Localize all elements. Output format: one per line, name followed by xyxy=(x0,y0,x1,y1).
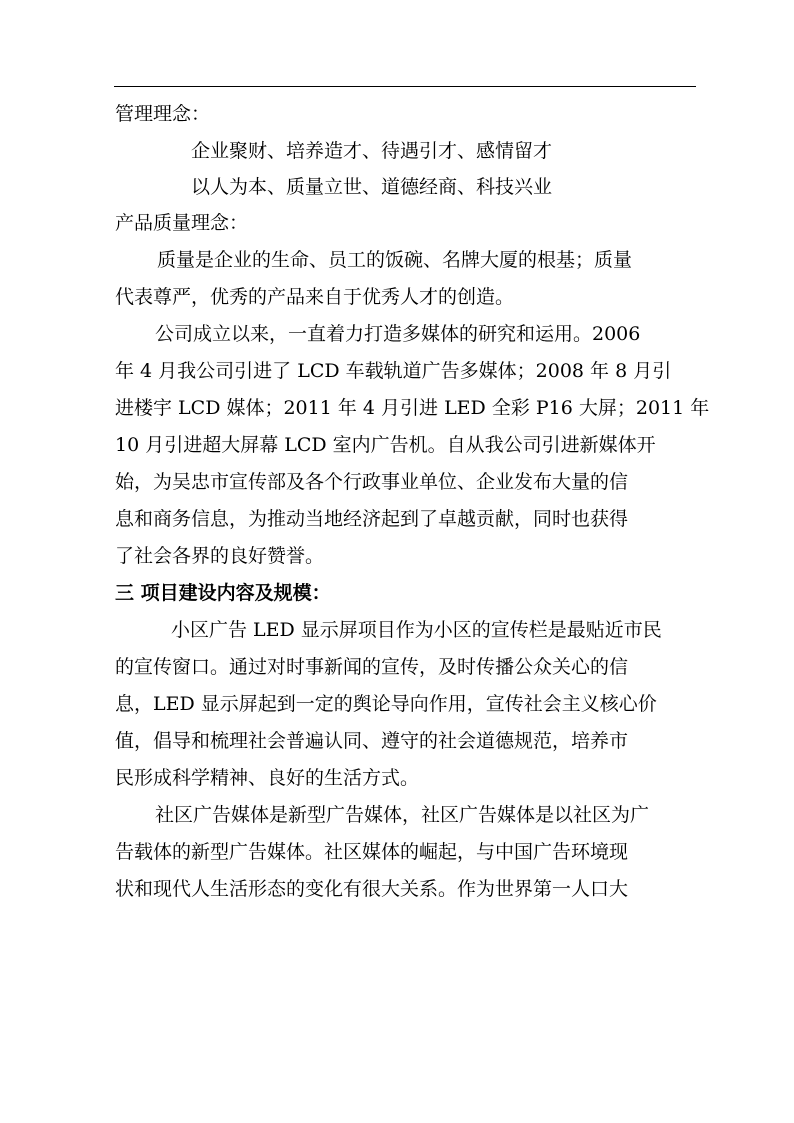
paragraph-line: 告载体的新型广告媒体。社区媒体的崛起，与中国广告环境现 xyxy=(115,841,629,863)
quality-philosophy-label: 产品质量理念： xyxy=(115,212,249,234)
motto-line: 企业聚财、培养造才、待遇引才、感情留才 xyxy=(191,140,553,162)
paragraph-line: 值，倡导和梳理社会普遍认同、遵守的社会道德规范，培养市 xyxy=(115,730,629,752)
paragraph-line: 代表尊严，优秀的产品来自于优秀人才的创造。 xyxy=(115,286,515,308)
paragraph-line: 状和现代人生活形态的变化有很大关系。作为世界第一人口大 xyxy=(115,878,629,900)
paragraph-line: 始，为吴忠市宣传部及各个行政事业单位、企业发布大量的信 xyxy=(115,471,629,493)
paragraph-line: 10 月引进超大屏幕 LCD 室内广告机。自从我公司引进新媒体开 xyxy=(115,434,656,456)
header-rule xyxy=(114,86,696,87)
paragraph-line: 进楼宇 LCD 媒体；2011 年 4 月引进 LED 全彩 P16 大屏；2011 年 xyxy=(115,397,710,419)
paragraph-line: 社区广告媒体是新型广告媒体，社区广告媒体是以社区为广 xyxy=(155,804,650,826)
document-body xyxy=(115,96,710,908)
management-philosophy-label: 管理理念： xyxy=(115,103,211,125)
paragraph-line: 年 4 月我公司引进了 LCD 车载轨道广告多媒体；2008 年 8 月引 xyxy=(115,360,672,382)
paragraph-line: 民形成科学精神、良好的生活方式。 xyxy=(115,767,420,789)
paragraph-line: 了社会各界的良好赞誉。 xyxy=(115,545,325,567)
paragraph-line: 质量是企业的生命、员工的饭碗、名牌大厦的根基；质量 xyxy=(157,249,633,271)
paragraph-line: 小区广告 LED 显示屏项目作为小区的宣传栏是最贴近市民 xyxy=(171,619,662,641)
paragraph-line: 息，LED 显示屏起到一定的舆论导向作用，宣传社会主义核心价 xyxy=(115,693,657,715)
paragraph-line: 公司成立以来，一直着力打造多媒体的研究和运用。2006 xyxy=(155,323,641,345)
paragraph-line: 的宣传窗口。通过对时事新闻的宣传，及时传播公众关心的信 xyxy=(115,656,629,678)
paragraph-line: 息和商务信息，为推动当地经济起到了卓越贡献，同时也获得 xyxy=(115,508,629,530)
section-heading: 三 项目建设内容及规模： xyxy=(115,582,331,604)
motto-line: 以人为本、质量立世、道德经商、科技兴业 xyxy=(191,176,553,198)
